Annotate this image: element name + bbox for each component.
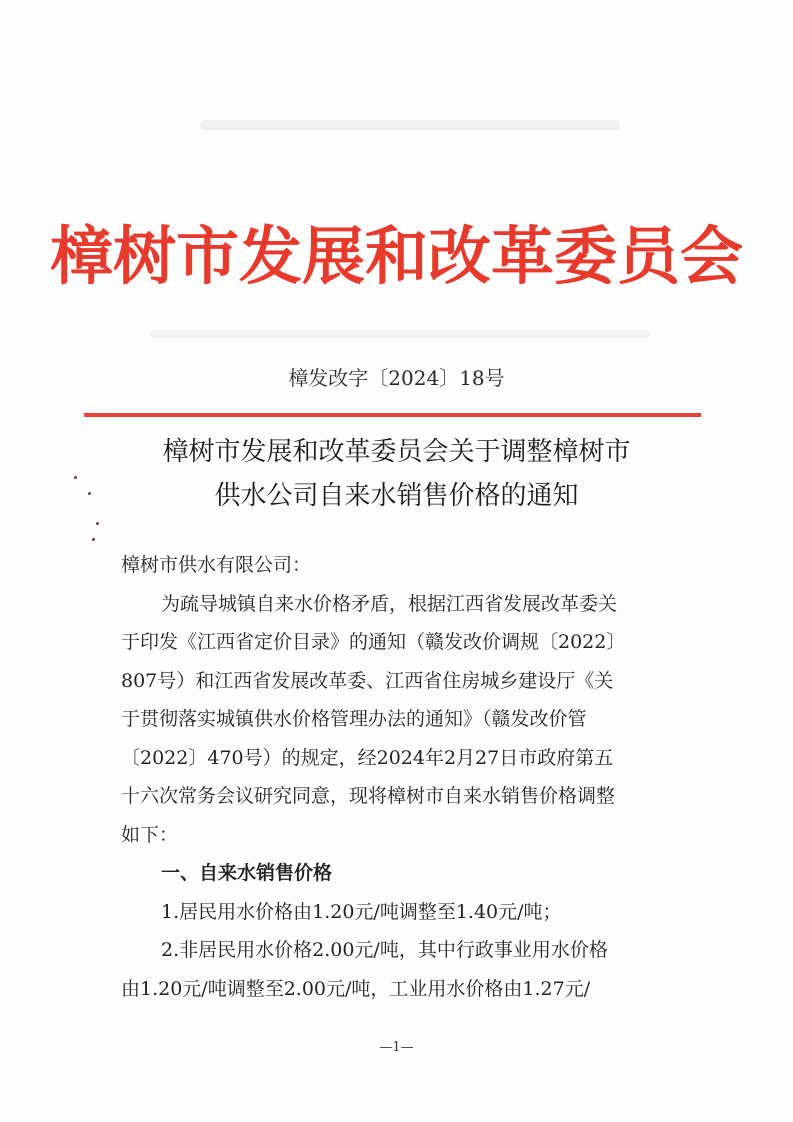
list-item: 2.非居民用水价格2.00元/吨，其中行政事业用水价格	[161, 939, 608, 961]
page-number: —1—	[379, 1040, 414, 1055]
scan-speck	[96, 522, 99, 525]
document-number: 樟发改字〔2024〕18号	[288, 366, 505, 390]
list-item-continued: 由1.20元/吨调整至2.00元/吨，工业用水价格由1.27元/	[121, 977, 591, 1000]
notice-title	[0, 430, 793, 518]
red-divider-line	[84, 413, 701, 417]
scan-artifact	[200, 120, 620, 130]
agency-header-title: 樟树市发展和改革委员会	[50, 219, 743, 293]
paragraph-line: 807号）和江西省发展改革委、江西省住房城乡建设厅《关	[121, 669, 614, 692]
notice-title-line: 樟树市发展和改革委员会关于调整樟树市	[162, 437, 631, 467]
paragraph-line: 于印发《江西省定价目录》的通知（赣发改价调规〔2022〕	[121, 631, 626, 653]
paragraph-line: 〔2022〕470号）的规定，经2024年2月27日市政府第五	[121, 746, 614, 769]
scan-speck	[74, 476, 77, 479]
scan-speck	[88, 492, 91, 495]
paragraph-line: 十六次常务会议研究同意，现将樟树市自来水销售价格调整	[121, 785, 616, 807]
scan-artifact	[150, 330, 650, 338]
paragraph-line: 为疏导城镇自来水价格矛盾，根据江西省发展改革委关	[161, 592, 618, 615]
list-item: 1.居民用水价格由1.20元/吨调整至1.40元/吨；	[161, 900, 562, 923]
notice-title-line: 供水公司自来水销售价格的通知	[214, 481, 579, 511]
notice-body	[121, 546, 681, 1008]
addressee: 樟树市供水有限公司：	[121, 554, 312, 576]
paragraph-line: 如下：	[121, 823, 179, 846]
section-heading: 一、自来水销售价格	[161, 862, 333, 884]
scan-speck	[92, 538, 95, 541]
paragraph-line: 于贯彻落实城镇供水价格管理办法的通知》（赣发改价管	[121, 708, 587, 730]
